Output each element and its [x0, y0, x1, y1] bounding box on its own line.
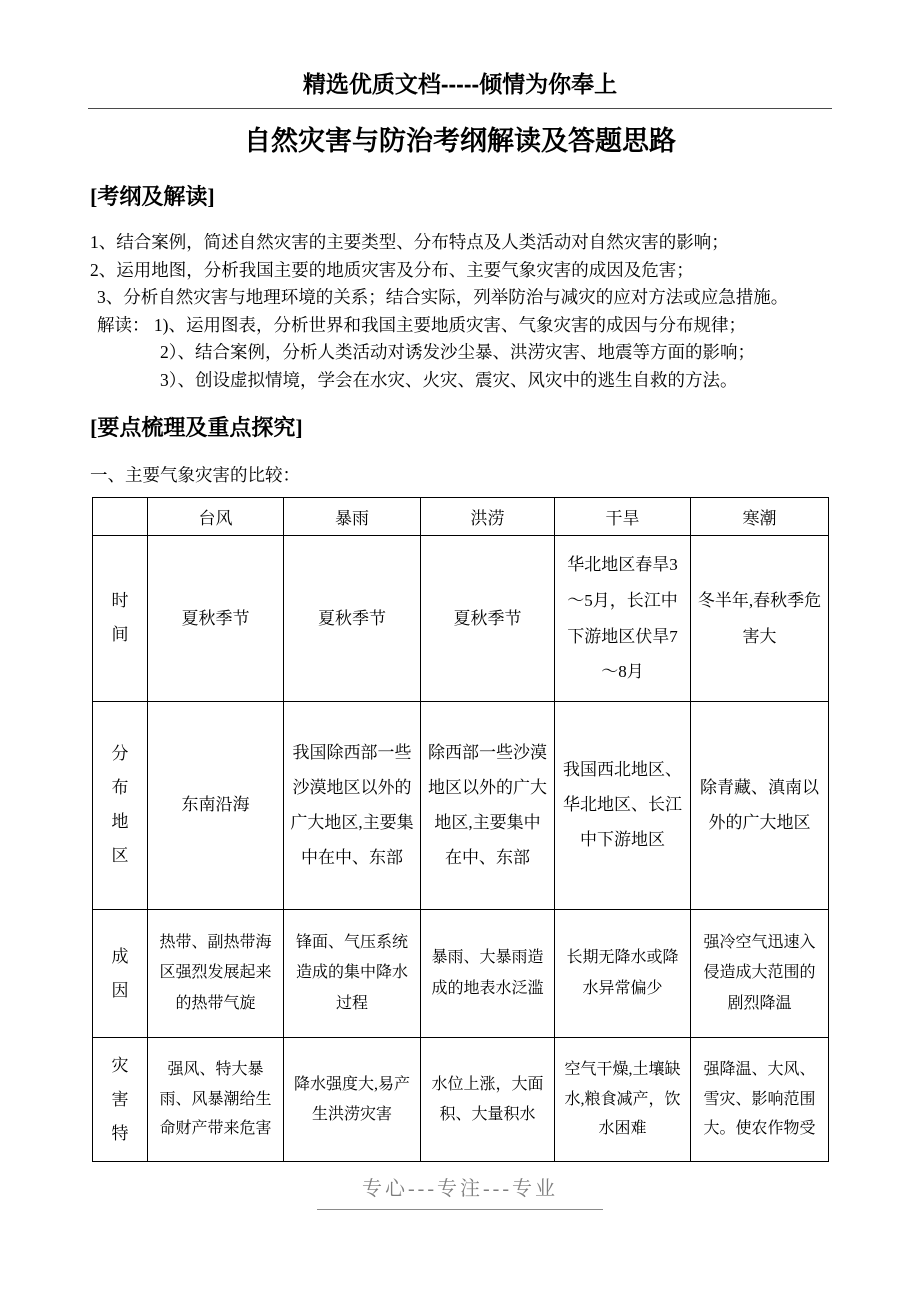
row-label-time: [93, 536, 148, 702]
table-cell: 空气干燥,土壤缺水,粮食减产，饮水困难: [555, 1038, 691, 1162]
table-row-cause: [93, 910, 829, 1038]
table-cell: 降水强度大,易产生洪涝灾害: [284, 1038, 421, 1162]
column-header-rainstorm: 暴雨: [284, 498, 421, 536]
outline-list: [90, 229, 832, 394]
table-cell: 夏秋季节: [284, 536, 421, 702]
footer-text: 专心---专注---专业: [317, 1172, 603, 1210]
column-header-drought: 干旱: [555, 498, 691, 536]
table-cell: 夏秋季节: [421, 536, 555, 702]
column-header-typhoon: 台风: [148, 498, 284, 536]
page-title: 自然灾害与防治考纲解读及答题思路: [244, 125, 676, 156]
column-header-empty: [93, 498, 148, 536]
row-label-text: 分布地区: [111, 744, 129, 866]
table-cell: 热带、副热带海区强烈发展起来的热带气旋: [148, 910, 284, 1038]
outline-line-3: 3、分析自然灾害与地理环境的关系；结合实际，列举防治与减灾的应对方法或应急措施。: [97, 287, 789, 308]
document-header-text: 精选优质文档-----倾情为你奉上: [302, 71, 618, 97]
header-divider: [88, 108, 832, 109]
table-row-feature: [93, 1038, 829, 1162]
column-header-coldwave: 寒潮: [691, 498, 829, 536]
table-row-time: [93, 536, 829, 702]
outline-line-2: 2、运用地图，分析我国主要的地质灾害及分布、主要气象灾害的成因及危害；: [90, 259, 694, 280]
table-cell: 暴雨、大暴雨造成的地表水泛滥: [421, 910, 555, 1038]
table-cell: 东南沿海: [148, 702, 284, 910]
table-caption: 一、主要气象灾害的比较：: [90, 464, 300, 485]
table-cell: 除西部一些沙漠地区以外的广大地区,主要集中在中、东部: [421, 702, 555, 910]
column-header-flood: 洪涝: [421, 498, 555, 536]
row-label-cause: [93, 910, 148, 1038]
row-label-feature: [93, 1038, 148, 1162]
outline-line-4: 解读： 1)、运用图表，分析世界和我国主要地质灾害、气象灾害的成因与分布规律；: [97, 314, 746, 335]
table-cell: 强风、特大暴雨、风暴潮给生命财产带来危害: [148, 1038, 284, 1162]
row-label-text: 时间: [111, 591, 129, 645]
table-cell: 强降温、大风、雪灾、影响范围大。使农作物受: [691, 1038, 829, 1162]
weather-disaster-table: [92, 497, 829, 1162]
table-cell: 华北地区春旱3～5月，长江中下游地区伏旱7～8月: [555, 536, 691, 702]
table-cell: 长期无降水或降水异常偏少: [555, 910, 691, 1038]
table-row-distribution: [93, 702, 829, 910]
outline-line-6: 3）、创设虚拟情境，学会在水灾、火灾、震灾、风灾中的逃生自救的方法。: [160, 369, 738, 390]
table-cell: 强冷空气迅速入侵造成大范围的剧烈降温: [691, 910, 829, 1038]
table-cell: 我国西北地区、华北地区、长江中下游地区: [555, 702, 691, 910]
table-cell: 水位上涨，大面积、大量积水: [421, 1038, 555, 1162]
page-footer: [0, 1172, 920, 1210]
section-heading-keypoints: [要点梳理及重点探究]: [90, 415, 303, 441]
outline-line-5: 2）、结合案例，分析人类活动对诱发沙尘暴、洪涝灾害、地震等方面的影响；: [160, 342, 755, 363]
table-header-row: [93, 498, 829, 536]
row-label-distribution: [93, 702, 148, 910]
row-label-text: 灾害特: [111, 1055, 129, 1143]
section-heading-outline: [考纲及解读]: [90, 183, 215, 209]
outline-line-1: 1、结合案例，简述自然灾害的主要类型、分布特点及人类活动对自然灾害的影响；: [90, 232, 729, 253]
table-cell: 我国除西部一些沙漠地区以外的广大地区,主要集中在中、东部: [284, 702, 421, 910]
table-cell: 夏秋季节: [148, 536, 284, 702]
row-label-text: 成因: [111, 946, 129, 1000]
table-cell: 除青藏、滇南以外的广大地区: [691, 702, 829, 910]
table-cell: 锋面、气压系统造成的集中降水过程: [284, 910, 421, 1038]
table-cell: 冬半年,春秋季危害大: [691, 536, 829, 702]
